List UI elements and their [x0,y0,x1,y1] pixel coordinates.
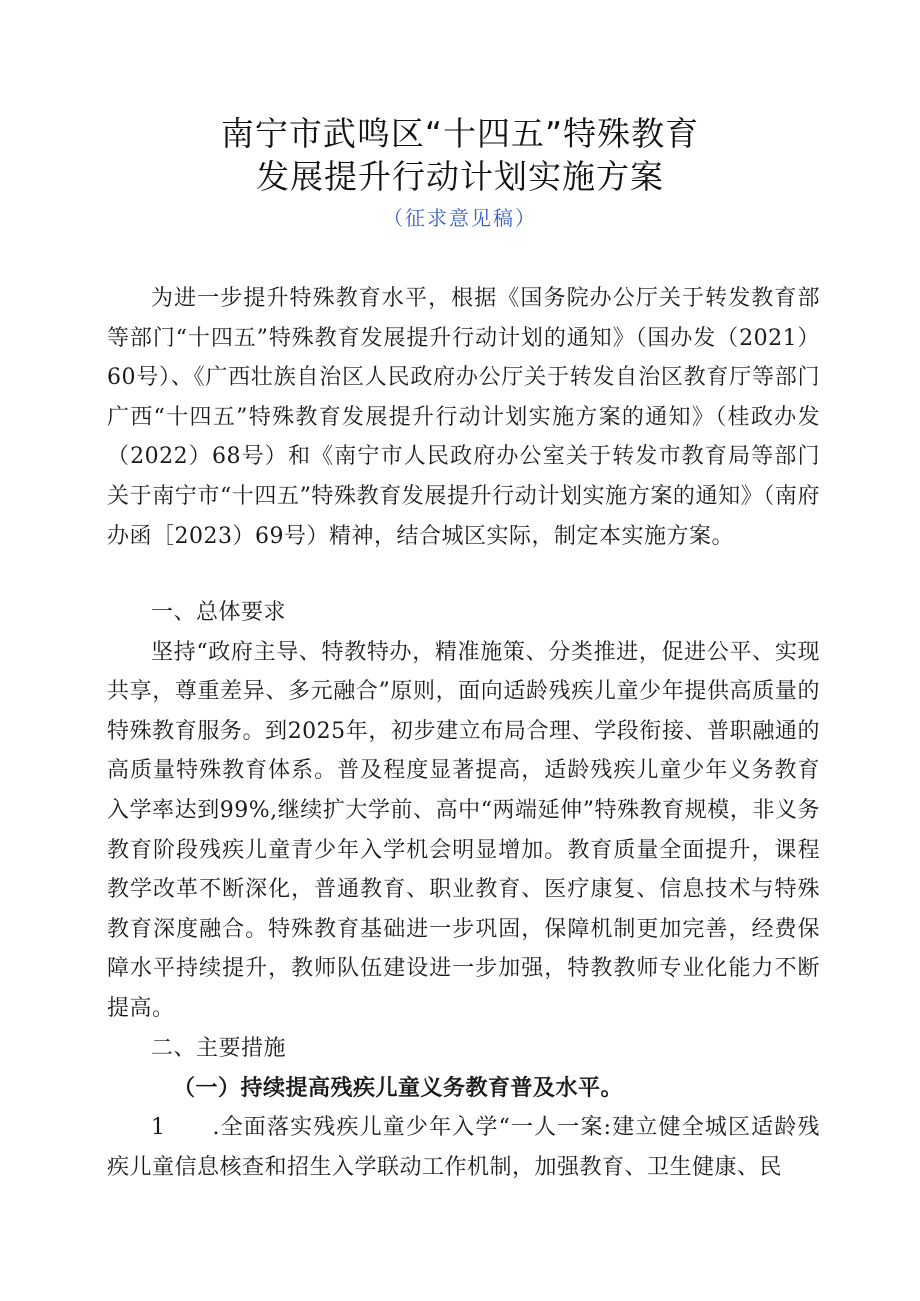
section-1-block [107,593,820,1029]
intro-block [107,279,820,556]
section-1-heading: 一、总体要求 [151,600,287,625]
document-title-line-2: 发展提升行动计划实施方案 [256,157,664,196]
section-2-block [107,1029,820,1187]
intro-paragraph: 为进一步提升特殊教育水平，根据《国务院办公厅关于转发教育部等部门“十四五”特殊教育发展提升行动计划的通知》（国办发（2021）60号）、《广西壮族自治区人民政府办公厅关于转发自治区教育厅等部门广西“十四五”特殊教育发展提升行动计划实施方案的通知》（桂政办发（2022）68号）和《南宁市人民政府办公室关于转发市教育局等部门关于南宁市“十四五”特殊教育发展提升行动计划实施方案的通知》（南府办函［2023）69号）精神，结合城区实际，制定本实施方案。 [107,286,820,549]
document-title-line-1: 南宁市武鸣区“十四五”特殊教育 [220,114,700,153]
document-subtitle: （征求意见稿） [383,206,537,230]
section-2-heading: 二、主要措施 [151,1036,287,1061]
section-1-paragraph: 坚持“政府主导、特教特办，精准施策、分类推进，促进公平、实现共享，尊重差异、多元融合”原则，面向适龄残疾儿童少年提供高质量的特殊教育服务。到2025年，初步建立布局合理、学段衔接、普职融通的高质量特殊教育体系。普及程度显著提高，适龄残疾儿童少年义务教育入学率达到99%,继续扩大学前、高中“两端延伸”特殊教育规模，非义务教育阶段残疾儿童青少年入学机会明显增加。教育质量全面提升，课程教学改革不断深化，普通教育、职业教育、医疗康复、信息技术与特殊教育深度融合。特殊教育基础进一步巩固，保障机制更加完善，经费保障水平持续提升，教师队伍建设进一步加强，特教教师专业化能力不断提高。 [107,639,820,1021]
subsection-1-heading: （一）持续提高残疾儿童义务教育普及水平。 [173,1075,624,1101]
item-1-paragraph: 1 .全面落实残疾儿童少年入学“一人一案:建立健全城区适龄残疾儿童信息核查和招生入学联动工作机制，加强教育、卫生健康、民 [107,1115,820,1180]
